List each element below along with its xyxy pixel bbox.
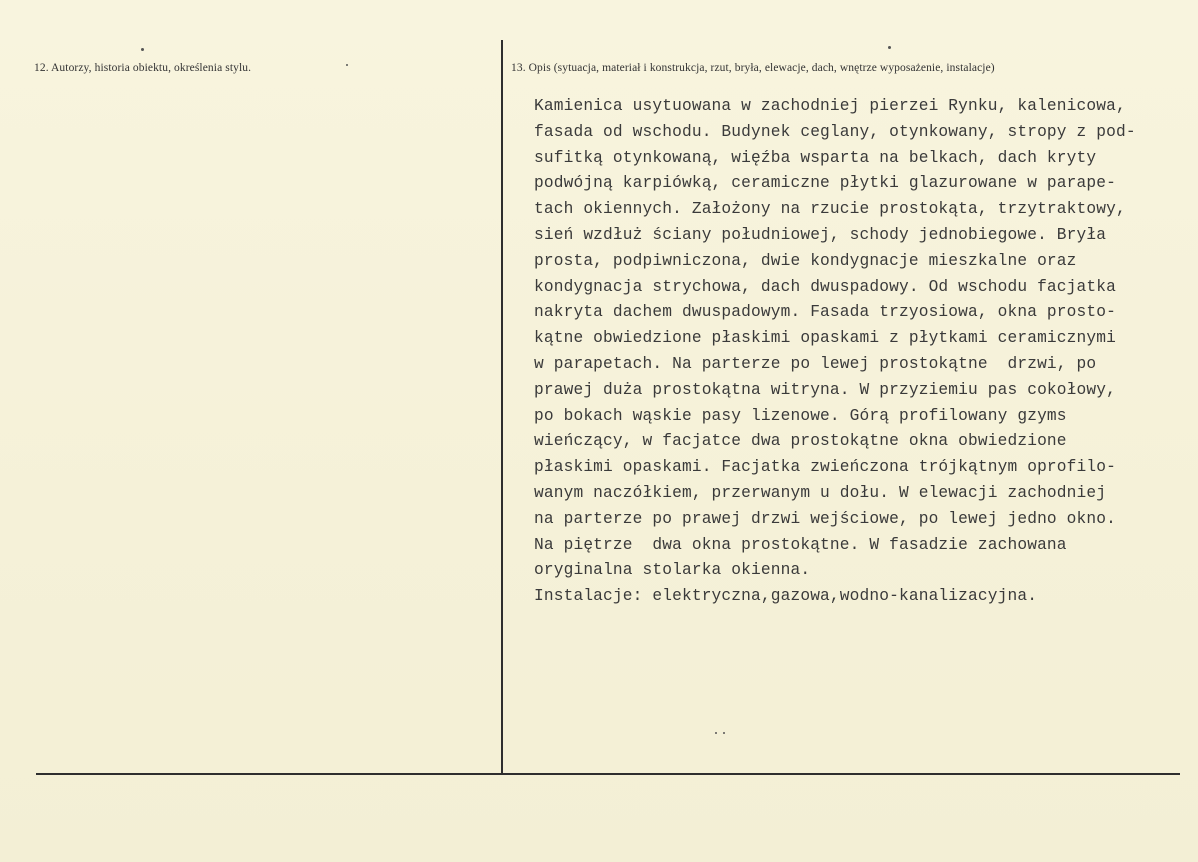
scan-speck bbox=[141, 48, 144, 51]
description-text bbox=[534, 94, 1184, 610]
field-12-label: 12. Autorzy, historia obiektu, określenia stylu. bbox=[34, 62, 252, 74]
column-divider bbox=[501, 40, 503, 775]
description-line: sufitką otynkowaną, więźba wsparta na belkach, dach kryty bbox=[534, 148, 1097, 167]
description-line: prosta, podpiwniczona, dwie kondygnacje mieszkalne oraz bbox=[534, 251, 1077, 270]
description-line: kondygnacja strychowa, dach dwuspadowy. Od wschodu facjatka bbox=[534, 277, 1116, 296]
description-line: prawej duża prostokątna witryna. W przyziemiu pas cokołowy, bbox=[534, 380, 1116, 399]
scan-speck bbox=[715, 732, 717, 734]
description-line: sień wzdłuż ściany południowej, schody jednobiegowe. Bryła bbox=[534, 225, 1107, 244]
scan-speck bbox=[888, 46, 891, 49]
scan-speck bbox=[723, 732, 725, 734]
scan-speck bbox=[346, 64, 348, 66]
field-13-label: 13. Opis (sytuacja, materiał i konstrukcja, rzut, bryła, elewacje, dach, wnętrze wyposażenie, instalacje) bbox=[511, 62, 995, 74]
description-line: Kamienica usytuowana w zachodniej pierzei Rynku, kalenicowa, bbox=[534, 97, 1126, 115]
bottom-rule bbox=[36, 773, 1180, 775]
description-line: kątne obwiedzione płaskimi opaskami z płytkami ceramicznymi bbox=[534, 329, 1116, 348]
description-line: fasada od wschodu. Budynek ceglany, otynkowany, stropy z pod- bbox=[534, 122, 1136, 141]
description-line: nakryta dachem dwuspadowym. Fasada trzyosiowa, okna prosto- bbox=[534, 303, 1116, 322]
description-line: w parapetach. Na parterze po lewej prostokątne drzwi, po bbox=[534, 354, 1097, 373]
description-line: tach okiennych. Założony na rzucie prostokąta, trzytraktowy, bbox=[534, 200, 1126, 219]
description-line: Na piętrze dwa okna prostokątne. W fasadzie zachowana bbox=[534, 535, 1067, 554]
description-line: oryginalna stolarka okienna. bbox=[534, 561, 811, 580]
description-line: po bokach wąskie pasy lizenowe. Górą profilowany gzyms bbox=[534, 406, 1067, 425]
description-line: wieńczący, w facjatce dwa prostokątne okna obwiedzione bbox=[534, 432, 1067, 451]
description-line: płaskimi opaskami. Facjatka zwieńczona trójkątnym oprofilo- bbox=[534, 458, 1116, 477]
description-line: na parterze po prawej drzwi wejściowe, po lewej jedno okno. bbox=[534, 509, 1116, 528]
description-line: wanym naczółkiem, przerwanym u dołu. W elewacji zachodniej bbox=[534, 483, 1107, 502]
description-line: podwójną karpiówką, ceramiczne płytki glazurowane w parape- bbox=[534, 174, 1116, 193]
description-line: Instalacje: elektryczna,gazowa,wodno-kanalizacyjna. bbox=[534, 587, 1038, 606]
